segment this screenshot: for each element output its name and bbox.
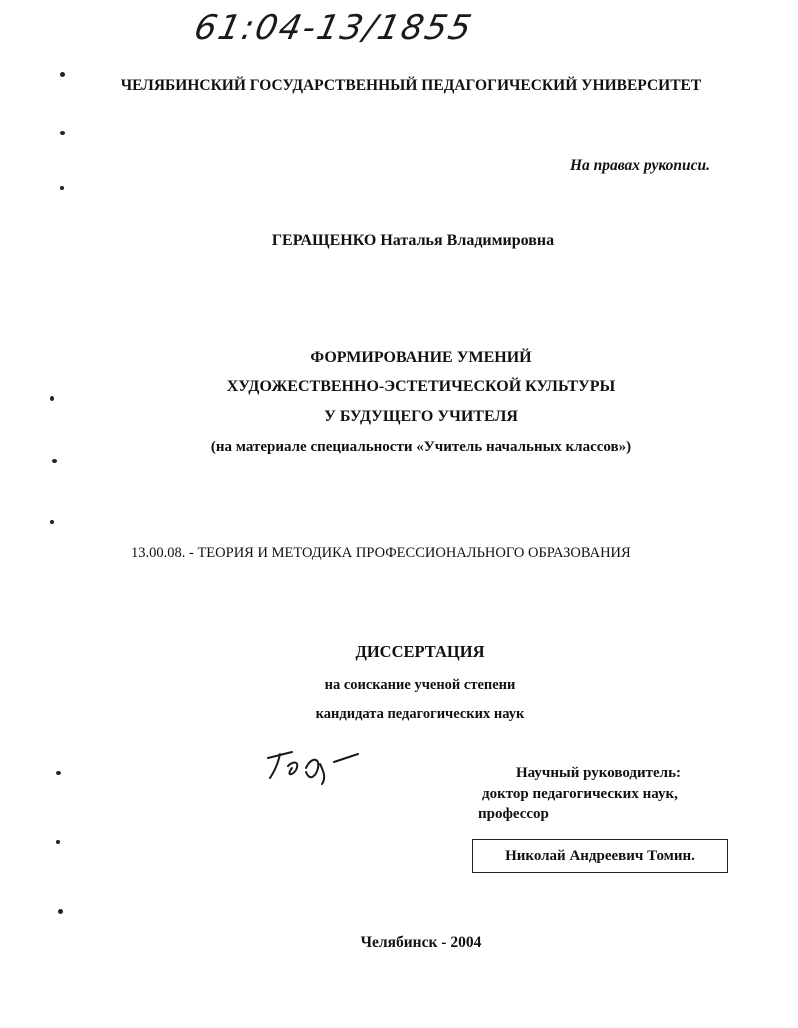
- city-year: Челябинск - 2004: [360, 934, 482, 951]
- advisor-rank: профессор: [478, 806, 549, 822]
- degree-line-2: кандидата педагогических наук: [315, 706, 525, 722]
- document-type: ДИССЕРТАЦИЯ: [355, 642, 485, 661]
- degree-line-1: на соискание ученой степени: [324, 677, 516, 693]
- title-line-1: ФОРМИРОВАНИЕ УМЕНИЙ: [310, 349, 532, 366]
- signature-scribble: [262, 742, 392, 787]
- scan-mark: [56, 840, 60, 844]
- title-subtitle: (на материале специальности «Учитель начальных классов»): [210, 439, 632, 455]
- scan-mark: [60, 186, 64, 190]
- author-name: ГЕРАЩЕНКО Наталья Владимировна: [271, 232, 555, 249]
- scan-mark: [58, 909, 63, 914]
- advisor-degree: доктор педагогических наук,: [482, 786, 678, 802]
- advisor-name: Николай Андреевич Томин.: [505, 847, 695, 864]
- title-line-2: ХУДОЖЕСТВЕННО-ЭСТЕТИЧЕСКОЙ КУЛЬТУРЫ: [226, 378, 616, 395]
- rights-note: На правах рукописи.: [569, 157, 710, 174]
- scan-mark: [50, 520, 54, 524]
- scan-mark: [50, 396, 54, 401]
- advisor-name-box: [472, 839, 728, 873]
- scan-mark: [56, 771, 61, 775]
- advisor-label: Научный руководитель:: [516, 765, 681, 781]
- scan-mark: [60, 72, 65, 77]
- scan-mark: [60, 131, 65, 135]
- university-name: ЧЕЛЯБИНСКИЙ ГОСУДАРСТВЕННЫЙ ПЕДАГОГИЧЕСКИЙ УНИВЕРСИТЕТ: [120, 77, 702, 94]
- archive-code-handwritten: 61:04-13/1855: [190, 8, 477, 48]
- title-line-3: У БУДУЩЕГО УЧИТЕЛЯ: [324, 408, 518, 425]
- scan-mark: [52, 459, 57, 463]
- specialty-code: 13.00.08. - ТЕОРИЯ И МЕТОДИКА ПРОФЕССИОНАЛЬНОГО ОБРАЗОВАНИЯ: [131, 545, 631, 561]
